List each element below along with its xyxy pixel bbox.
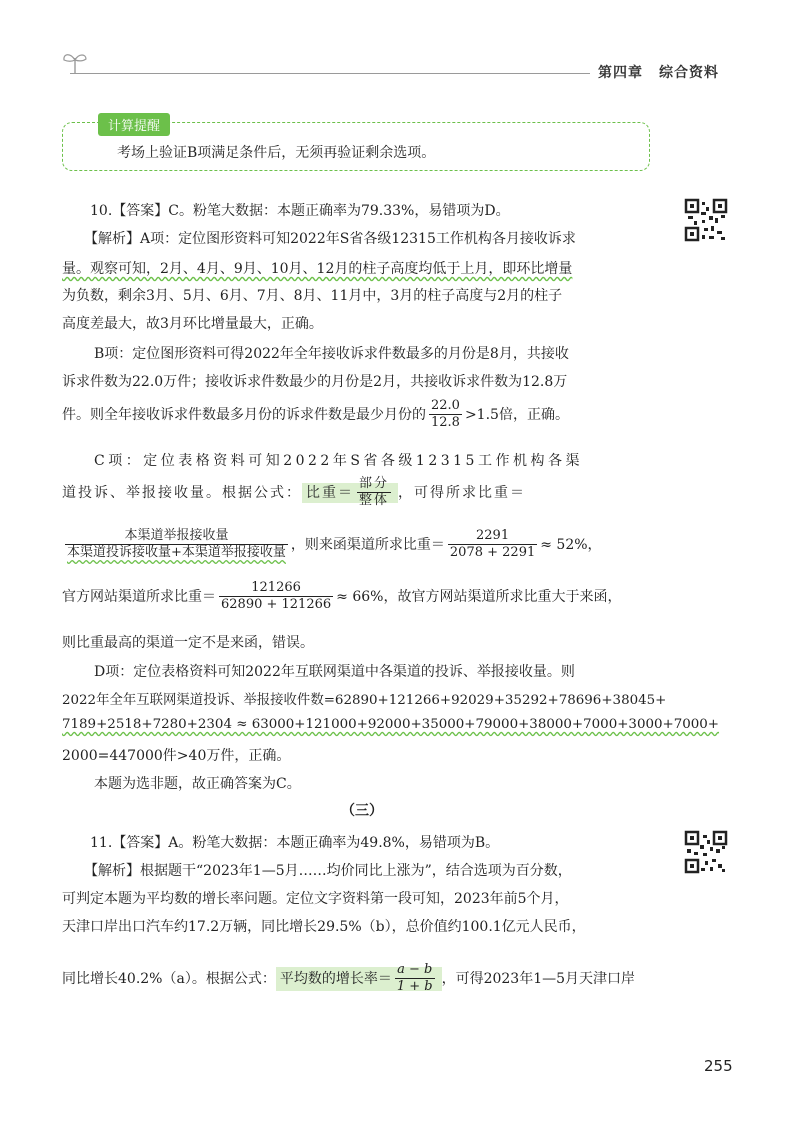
q11-formula-den: 1 + b	[396, 979, 433, 995]
c-formula-num: 部分	[359, 476, 390, 491]
q11-analysis-line-4	[62, 962, 635, 996]
q10-c-line-1: C项：定位表格资料可知2022年S省各级12315工作机构各渠	[94, 453, 583, 469]
q11-formula	[276, 962, 442, 995]
b-frac-num: 22.0	[431, 398, 460, 413]
sprout-icon	[60, 48, 90, 76]
c-web-num: 121266	[251, 580, 301, 595]
q11-formula-num: a − b	[397, 962, 433, 977]
q10-conclusion: 本题为选非题，故正确答案为C。	[94, 776, 301, 792]
b-line3-pre: 件。则全年接收诉求件数最多月份的诉求件数是最少月份的	[62, 406, 426, 423]
b-frac-den: 12.8	[431, 415, 460, 431]
tip-text: 考场上验证B项满足条件后，无须再验证剩余选项。	[117, 145, 436, 161]
chapter-title: 第四章	[598, 65, 643, 81]
q10-c-line-4	[62, 580, 621, 614]
q11-analysis-line-1: 【解析】根据题干“2023年1—5月……均价同比上涨为”，结合选项为百分数，	[84, 863, 572, 879]
c-formula-lhs: 比重＝	[306, 484, 354, 501]
c-line4-post: ≈ 66%，故官方网站渠道所求比重大于来函，	[336, 588, 622, 605]
qr-code-icon	[684, 830, 728, 874]
q11-formula-fraction	[395, 962, 435, 996]
q10-b-line-2: 诉求件数为22.0万件；接收诉求件数最少的月份是2月，共接收诉求件数为12.8万	[62, 374, 568, 390]
c-letter-den: 2078 + 2291	[449, 545, 536, 561]
q10-d-line-3: 7189+2518+7280+2304 ≈ 63000+121000+92000+35000+79000+38000+7000+3000+7000+	[62, 717, 720, 732]
q10-c-line-3	[62, 528, 602, 562]
c-ratio-fraction	[65, 528, 288, 562]
q10-d-line-1: D项：定位表格资料可知2022年互联网渠道中各渠道的投诉、举报接收量。则	[94, 664, 575, 680]
chapter-header	[598, 62, 735, 82]
q10-analysis-line-1: 【解析】A项：定位图形资料可知2022年S省各级12315工作机构各月接收诉求	[84, 231, 576, 247]
c-formula-fraction	[357, 476, 391, 510]
c-letter-num: 2291	[476, 528, 510, 543]
header-divider	[70, 73, 590, 74]
q11-line4-post: ，可得2023年1—5月天津口岸	[441, 970, 636, 987]
q11-analysis-line-2: 可判定本题为平均数的增长率问题。定位文字资料第一段可知，2023年前5个月，	[62, 891, 569, 907]
c-line3-post: ≈ 52%，	[540, 536, 602, 553]
c-letter-fraction	[448, 528, 537, 562]
q10-analysis-line-3: 为负数，剩余3月、5月、6月、7月、8月、11月中，3月的柱子高度与2月的柱子	[62, 288, 563, 304]
c-ratio-num: 本渠道举报接收量	[124, 528, 229, 543]
q11-line4-pre: 同比增长40.2%（a）。根据公式：	[62, 970, 276, 987]
c-formula	[302, 476, 398, 509]
c-line4-pre: 官方网站渠道所求比重＝	[62, 588, 216, 605]
q10-answer: 10.【答案】C。粉笔大数据：本题正确率为79.33%，易错项为D。	[90, 203, 510, 219]
q10-b-line-1: B项：定位图形资料可得2022年全年接收诉求件数最多的月份是8月，共接收	[94, 346, 569, 362]
q11-answer: 11.【答案】A。粉笔大数据：本题正确率为49.8%，易错项为B。	[90, 835, 500, 851]
q11-formula-lhs: 平均数的增长率＝	[279, 970, 392, 987]
qr-code-icon	[684, 198, 728, 242]
q11-analysis-line-3: 天津口岸出口汽车约17.2万辆，同比增长29.5%（b），总价值约100.1亿元人民币，	[62, 919, 586, 935]
c-web-den: 62890 + 121266	[221, 597, 332, 613]
tip-label: 计算提醒	[98, 113, 170, 136]
section-heading: （三）	[341, 803, 383, 819]
page-number: 255	[704, 1057, 733, 1075]
c-formula-den: 整体	[359, 493, 390, 509]
q10-analysis-line-4: 高度差最大，故3月环比增量最大，正确。	[62, 316, 323, 332]
q10-analysis-line-2: 量。观察可知，2月、4月、9月、10月、12月的柱子高度均低于上月，即环比增量	[62, 261, 573, 277]
b-fraction	[429, 398, 462, 432]
q10-c-line-2	[62, 476, 526, 510]
section-title-header: 综合资料	[659, 65, 719, 81]
b-line3-post: >1.5倍，正确。	[464, 406, 569, 423]
c-line3-mid: ，则来函渠道所求比重＝	[290, 536, 445, 553]
c-ratio-den: 本渠道投诉接收量+本渠道举报接收量	[67, 545, 286, 561]
q10-d-line-2: 2022年全年互联网渠道投诉、举报接收件数=62890+121266+92029+35292+78696+38045+	[62, 693, 667, 708]
c-line2-post: ，可得所求比重＝	[398, 484, 527, 501]
q10-b-line-3	[62, 398, 569, 432]
c-web-fraction	[219, 580, 333, 614]
q10-c-line-5: 则比重最高的渠道一定不是来函，错误。	[62, 635, 314, 651]
q10-d-line-4: 2000=447000件>40万件，正确。	[62, 748, 291, 764]
c-line2-pre: 道投诉、举报接收量。根据公式：	[62, 484, 302, 501]
